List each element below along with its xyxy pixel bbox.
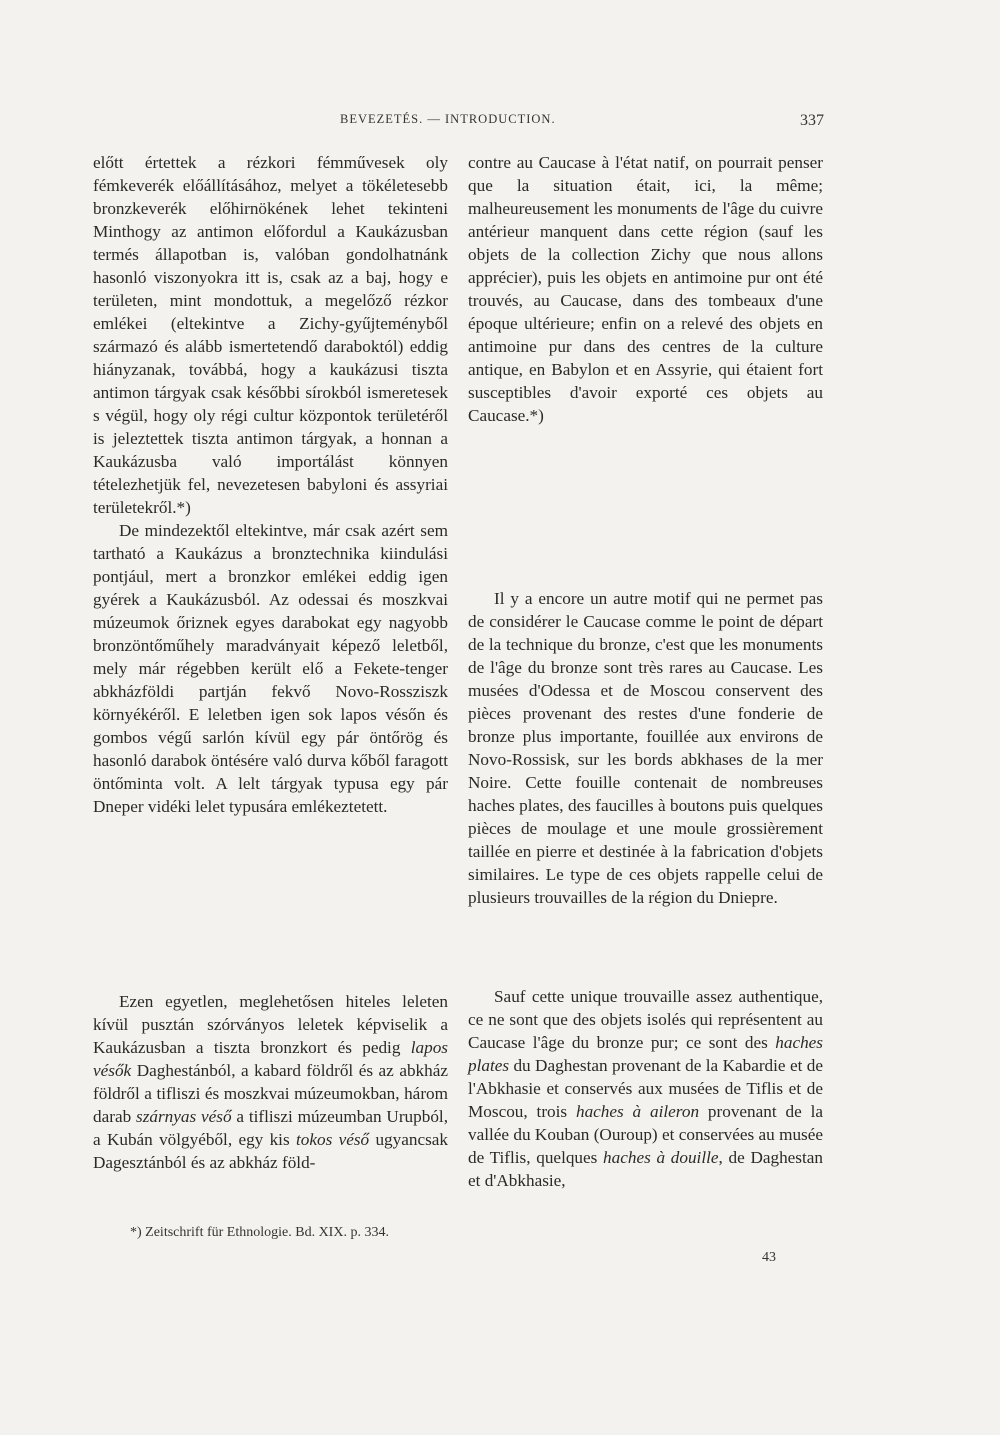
french-paragraph-2: Il y a encore un autre motif qui ne permet pas de considérer le Caucase comme le point de départ de la technique du bronze, c'est que les monuments de l'âge du bronze sont très rares au Caucase. Les musées d'Odessa et de Moscou conservent des pièces provenant des restes d'une fonderie de bronze plus importante, fouillée aux environs de Novo-Rossisk, sur les bords abkhases de la mer Noire. Cette fouille contenait de nombreuses haches plates, des faucilles à boutons puis quelques pièces de moulage et une moule grossièrement taillée en pierre et destinée à la fabrication d'objets similaires. Le type de ces objets rappelle celui de plusieurs trouvailles de la région du Dniepre.	[468, 589, 823, 907]
page-number: 337	[800, 112, 824, 129]
left-column-block-1	[93, 151, 448, 818]
french-paragraph-3	[468, 985, 823, 1192]
italic-term: haches plates	[468, 1033, 823, 1075]
right-column-block-1	[468, 151, 823, 427]
text-run: a tifliszi múzeumban Urupból, a Kubán völgyéből, egy kis	[93, 1107, 448, 1149]
text-run: Ezen egyetlen, meglehetősen hiteles leleten kívül pusztán szórványos leletek képviselik a Kaukázusban a tiszta bronzkort és pedig	[93, 992, 448, 1057]
hungarian-paragraph-1: előtt értettek a rézkori fémművesek oly fémkeverék előállításához, melyet a tökéletesebb bronzkeverék előhirnökének lehet tekinteni Minthogy az antimon előfordul a Kaukázusban termés állapotban is, valóban gondolhatnánk hasonló viszonyokra itt is, csak az a baj, hogy e területen, mint mondottuk, a megelőző rézkor emlékei (eltekintve a Zichy-gyűjteményből származó és alább ismertetendő daraboktól) eddig hiányzanak, továbbá, hogy a kaukázusi tiszta antimon tárgyak csak későbbi sírokból ismeretesek s végül, hogy oly régi cultur központok területéről is jeleztettek tiszta antimon tárgyak, a honnan a Kaukázusba való importálást könnyen tételezhetjük fel, nevezetesen babyloni és assyriai területekről.*)	[93, 153, 448, 517]
left-column-block-2	[93, 990, 448, 1174]
text-run: ugyancsak Dagesztánból és az abkház föld-	[93, 1130, 449, 1172]
text-run: , de Daghestan et d'Abkhasie,	[468, 1148, 823, 1190]
footnote: *) Zeitschrift für Ethnologie. Bd. XIX. p. 334.	[130, 1225, 389, 1240]
running-title: BEVEZETÉS. — INTRODUCTION.	[340, 112, 556, 126]
text-run: Daghestánból, a kabard földről és az abkház földről a tifliszi és moszkvai múzeumokban, három darab	[93, 1061, 448, 1126]
right-column-block-2	[468, 587, 823, 909]
italic-term: tokos véső	[295, 1130, 370, 1149]
french-paragraph-1: contre au Caucase à l'état natif, on pourrait penser que la situation était, ici, la même; malheureusement les monuments de l'âge du cuivre antérieur manquent dans cette région (sauf les objets de la collection Zichy que nous allons apprécier), puis les objets en antimoine pur ont été trouvés, au Caucase, dans des tombeaux d'une époque ultérieure; enfin on a relevé des objets en antimoine pur dans des centres de la culture antique, en Babylon et en Assyrie, qui étaient fort susceptibles d'avoir exporté ces objets au Caucase.*)	[468, 153, 823, 425]
italic-term: szárnyas véső	[136, 1107, 232, 1126]
signature-mark: 43	[762, 1250, 776, 1265]
hungarian-paragraph-3	[93, 990, 448, 1174]
text-run: provenant de la vallée du Kouban (Ouroup) et conservées au musée de Tiflis, quelques	[468, 1102, 823, 1167]
italic-term: haches à aileron	[575, 1102, 700, 1121]
italic-term: lapos vésők	[93, 1038, 448, 1080]
hungarian-paragraph-2: De mindezektől eltekintve, már csak azért sem tartható a Kaukázus a bronztechnika kiindulási pontjául, mert a bronzkor emlékei eddig igen gyérek a Kaukázusból. Az odessai és moszkvai múzeumok őriznek egyes darabokat egy nagyobb bronzöntőműhely maradványait képező leletből, mely már régebben került elő a Fekete-tenger abkházföldi partján fekvő Novo-Rossziszk környékéről. E leletben igen sok lapos vésőn és gombos végű sarlón kívül egy pár öntőrög és hasonló darabok öntésére való durva kőből faragott öntőminta volt. A lelt tárgyak typusa egy pár Dneper vidéki lelet typusára emlékeztetett.	[93, 521, 448, 816]
text-run: du Daghestan provenant de la Kabardie et de l'Abkhasie et conservés aux musées de Tiflis et de Moscou, trois	[468, 1056, 823, 1121]
right-column-block-3	[468, 985, 823, 1192]
italic-term: haches à douille	[603, 1148, 719, 1167]
text-run: Sauf cette unique trouvaille assez authentique, ce ne sont que des objets isolés qui représentent au Caucase l'âge du bronze pur; ce sont des	[468, 987, 823, 1052]
